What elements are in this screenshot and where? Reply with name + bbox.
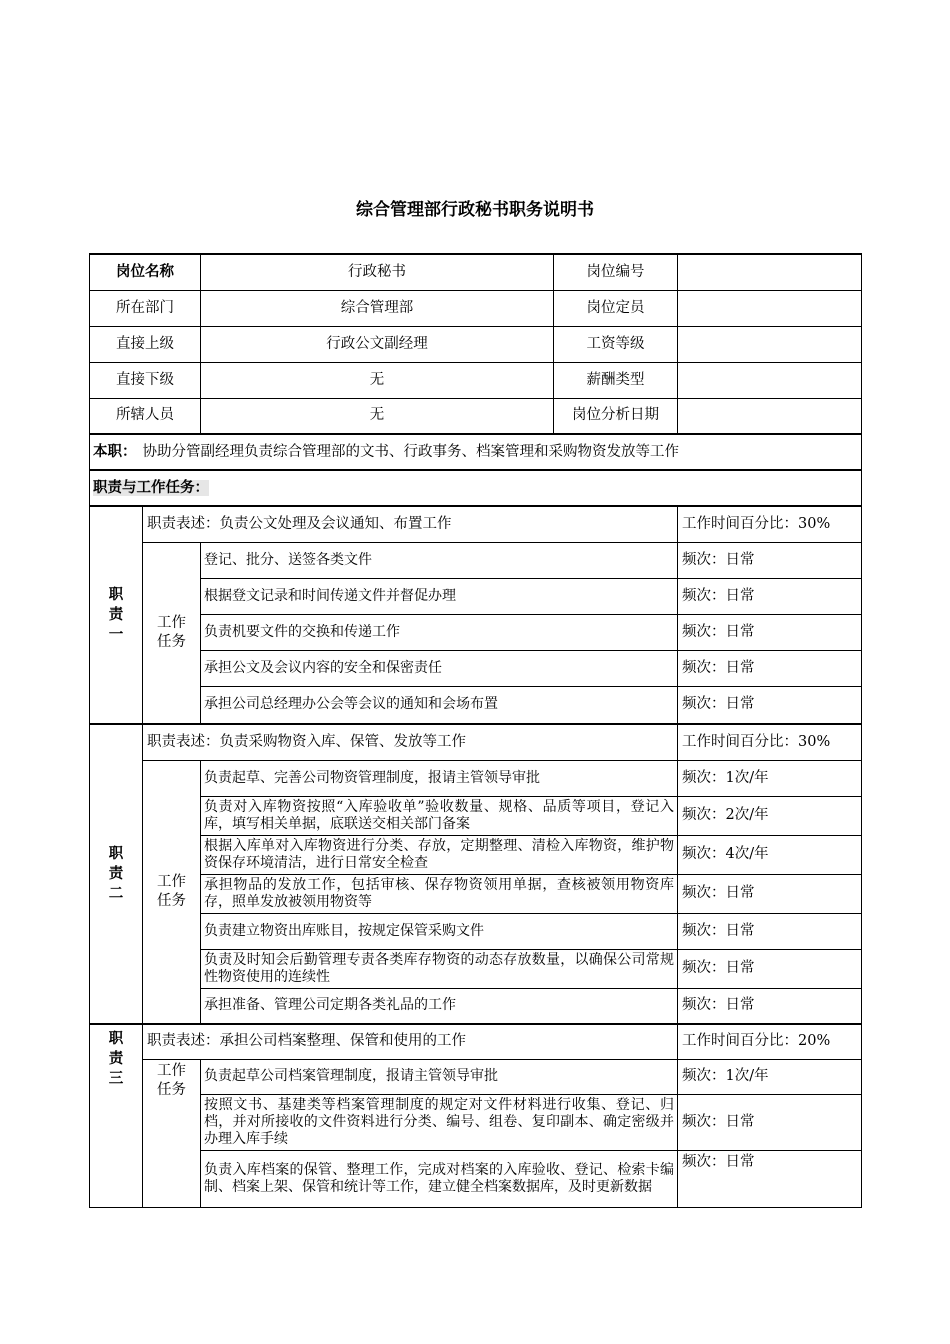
duty1-task: 承担公司总经理办公会等会议的通知和会场布置	[201, 686, 678, 724]
value-pay-type	[678, 362, 862, 398]
duty1-task-frequency: 频次：日常	[678, 650, 862, 686]
duty2-task: 负责建立物资出库账目，按规定保管采购文件	[201, 913, 678, 949]
duty1-task-frequency: 频次：日常	[678, 578, 862, 614]
label-supervisor: 直接上级	[90, 326, 201, 362]
duty3-description: 职责表述：承担公司档案整理、保管和使用的工作	[143, 1024, 678, 1059]
duty1-task: 根据登文记录和时间传递文件并督促办理	[201, 578, 678, 614]
duty2-task: 负责及时知会后勤管理专责各类库存物资的动态存放数量，以确保公司常规性物资使用的连续性	[201, 949, 678, 988]
duty1-task: 承担公文及会议内容的安全和保密责任	[201, 650, 678, 686]
duty3-task: 负责起草公司档案管理制度，报请主管领导审批	[201, 1059, 678, 1094]
duty1-time-percent: 工作时间百分比：30%	[678, 506, 862, 542]
core-label: 本职：	[93, 443, 137, 460]
value-staff: 无	[201, 398, 554, 434]
duty3-task-frequency: 频次：1次/年	[678, 1059, 862, 1094]
duty2-task-frequency: 频次：1次/年	[678, 760, 862, 796]
duty3-time-percent: 工作时间百分比：20%	[678, 1024, 862, 1059]
core-text: 协助分管副经理负责综合管理部的文书、行政事务、档案管理和采购物资发放等工作	[142, 443, 679, 460]
duty1-description: 职责表述：负责公文处理及会议通知、布置工作	[143, 506, 678, 542]
duty2-task: 根据入库单对入库物资进行分类、存放，定期整理、清检入库物资，维护物资保存环境清洁，进行日常安全检查	[201, 835, 678, 874]
job-description-table	[89, 253, 862, 1208]
duty2-task-frequency: 频次：日常	[678, 874, 862, 913]
duty2-label: 职责二	[90, 724, 143, 1024]
value-position-name: 行政秘书	[201, 254, 554, 290]
duty3-task-label: 工作任务	[143, 1059, 201, 1207]
duty1-task-label: 工作任务	[143, 542, 201, 724]
value-subordinate: 无	[201, 362, 554, 398]
duty2-task-frequency: 频次：4次/年	[678, 835, 862, 874]
label-position-code: 岗位编号	[554, 254, 678, 290]
duty2-description: 职责表述：负责采购物资入库、保管、发放等工作	[143, 724, 678, 760]
duty2-task: 负责起草、完善公司物资管理制度，报请主管领导审批	[201, 760, 678, 796]
duty3-task-frequency: 频次：日常	[678, 1150, 862, 1207]
duty2-time-percent: 工作时间百分比：30%	[678, 724, 862, 760]
duty1-task-frequency: 频次：日常	[678, 614, 862, 650]
duty3-task: 负责入库档案的保管、整理工作，完成对档案的入库验收、登记、检索卡编制、档案上架、保管和统计等工作，建立健全档案数据库，及时更新数据	[201, 1150, 678, 1207]
label-staff: 所辖人员	[90, 398, 201, 434]
duty3-label: 职责三	[90, 1024, 143, 1207]
duty2-task: 承担准备、管理公司定期各类礼品的工作	[201, 988, 678, 1024]
document-title: 综合管理部行政秘书职务说明书	[356, 200, 594, 220]
duty3-task: 按照文书、基建类等档案管理制度的规定对文件材料进行收集、登记、归档，并对所接收的文件资料进行分类、编号、组卷、复印副本、确定密级并办理入库手续	[201, 1094, 678, 1150]
value-position-code	[678, 254, 862, 290]
duty2-task-frequency: 频次：日常	[678, 988, 862, 1024]
core-responsibility-row	[90, 434, 862, 470]
label-pay-type: 薪酬类型	[554, 362, 678, 398]
duty2-task-frequency: 频次：2次/年	[678, 796, 862, 835]
value-analysis-date	[678, 398, 862, 434]
duty2-task: 承担物品的发放工作，包括审核、保存物资领用单据，查核被领用物资库存，照单发放被领用物资等	[201, 874, 678, 913]
label-department: 所在部门	[90, 290, 201, 326]
label-analysis-date: 岗位分析日期	[554, 398, 678, 434]
duty1-task-frequency: 频次：日常	[678, 542, 862, 578]
value-department: 综合管理部	[201, 290, 554, 326]
value-headcount	[678, 290, 862, 326]
duty2-task-frequency: 频次：日常	[678, 913, 862, 949]
label-position-name: 岗位名称	[90, 254, 201, 290]
duty1-task-frequency: 频次：日常	[678, 686, 862, 724]
label-salary-grade: 工资等级	[554, 326, 678, 362]
duty3-task-frequency: 频次：日常	[678, 1094, 862, 1150]
duty2-task-label: 工作任务	[143, 760, 201, 1024]
value-salary-grade	[678, 326, 862, 362]
duties-heading: 职责与工作任务：	[93, 479, 209, 496]
duty1-task: 登记、批分、送签各类文件	[201, 542, 678, 578]
label-subordinate: 直接下级	[90, 362, 201, 398]
duty1-label: 职责一	[90, 506, 143, 724]
duty2-task-frequency: 频次：日常	[678, 949, 862, 988]
duties-heading-row	[90, 470, 862, 506]
duty2-task: 负责对入库物资按照“入库验收单”验收数量、规格、品质等项目，登记入库，填写相关单据，底联送交相关部门备案	[201, 796, 678, 835]
label-headcount: 岗位定员	[554, 290, 678, 326]
duty1-task: 负责机要文件的交换和传递工作	[201, 614, 678, 650]
value-supervisor: 行政公文副经理	[201, 326, 554, 362]
